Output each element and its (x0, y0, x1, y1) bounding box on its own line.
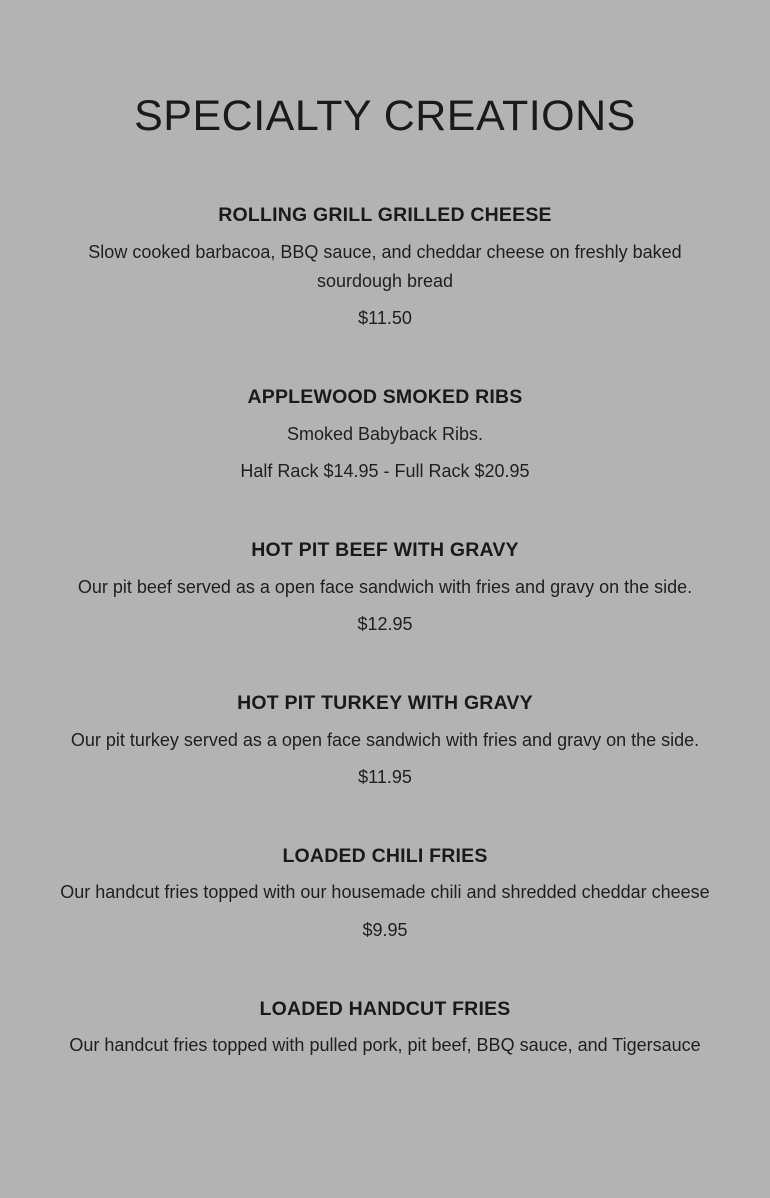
menu-item-description: Smoked Babyback Ribs. (286, 423, 484, 444)
menu-item (25, 997, 745, 1060)
menu-item-description: Our pit turkey served as a open face sandwich with fries and gravy on the side. (70, 729, 700, 750)
menu-item-price: Half Rack $14.95 - Full Rack $20.95 (240, 461, 530, 482)
menu-item-description: Our handcut fries topped with our housemade chili and shredded cheddar cheese (60, 882, 710, 903)
menu-item (25, 538, 745, 639)
menu-item-price: $9.95 (362, 920, 408, 941)
page-title: SPECIALTY CREATIONS (134, 92, 636, 140)
menu-item (25, 691, 745, 792)
menu-item-name: HOT PIT TURKEY WITH GRAVY (237, 692, 533, 715)
menu-item-description: Our pit beef served as a open face sandwich with fries and gravy on the side. (77, 576, 693, 597)
menu-item-description: Our handcut fries topped with pulled pork, pit beef, BBQ sauce, and Tigersauce (69, 1035, 701, 1056)
menu-item-list (25, 203, 745, 1060)
menu-item (25, 203, 745, 333)
menu-item-name: LOADED HANDCUT FRIES (259, 998, 511, 1021)
menu-item-name: HOT PIT BEEF WITH GRAVY (251, 539, 519, 562)
menu-item (25, 844, 745, 945)
menu-item-description: Slow cooked barbacoa, BBQ sauce, and cheddar cheese on freshly baked sourdough bread (88, 241, 682, 291)
menu-item-price: $11.95 (358, 767, 412, 788)
menu-item (25, 385, 745, 486)
menu-item-name: APPLEWOOD SMOKED RIBS (247, 386, 523, 409)
menu-item-name: LOADED CHILI FRIES (282, 845, 488, 868)
menu-item-price: $11.50 (358, 308, 412, 329)
menu-item-name: ROLLING GRILL GRILLED CHEESE (218, 204, 552, 227)
menu-item-price: $12.95 (357, 614, 413, 635)
